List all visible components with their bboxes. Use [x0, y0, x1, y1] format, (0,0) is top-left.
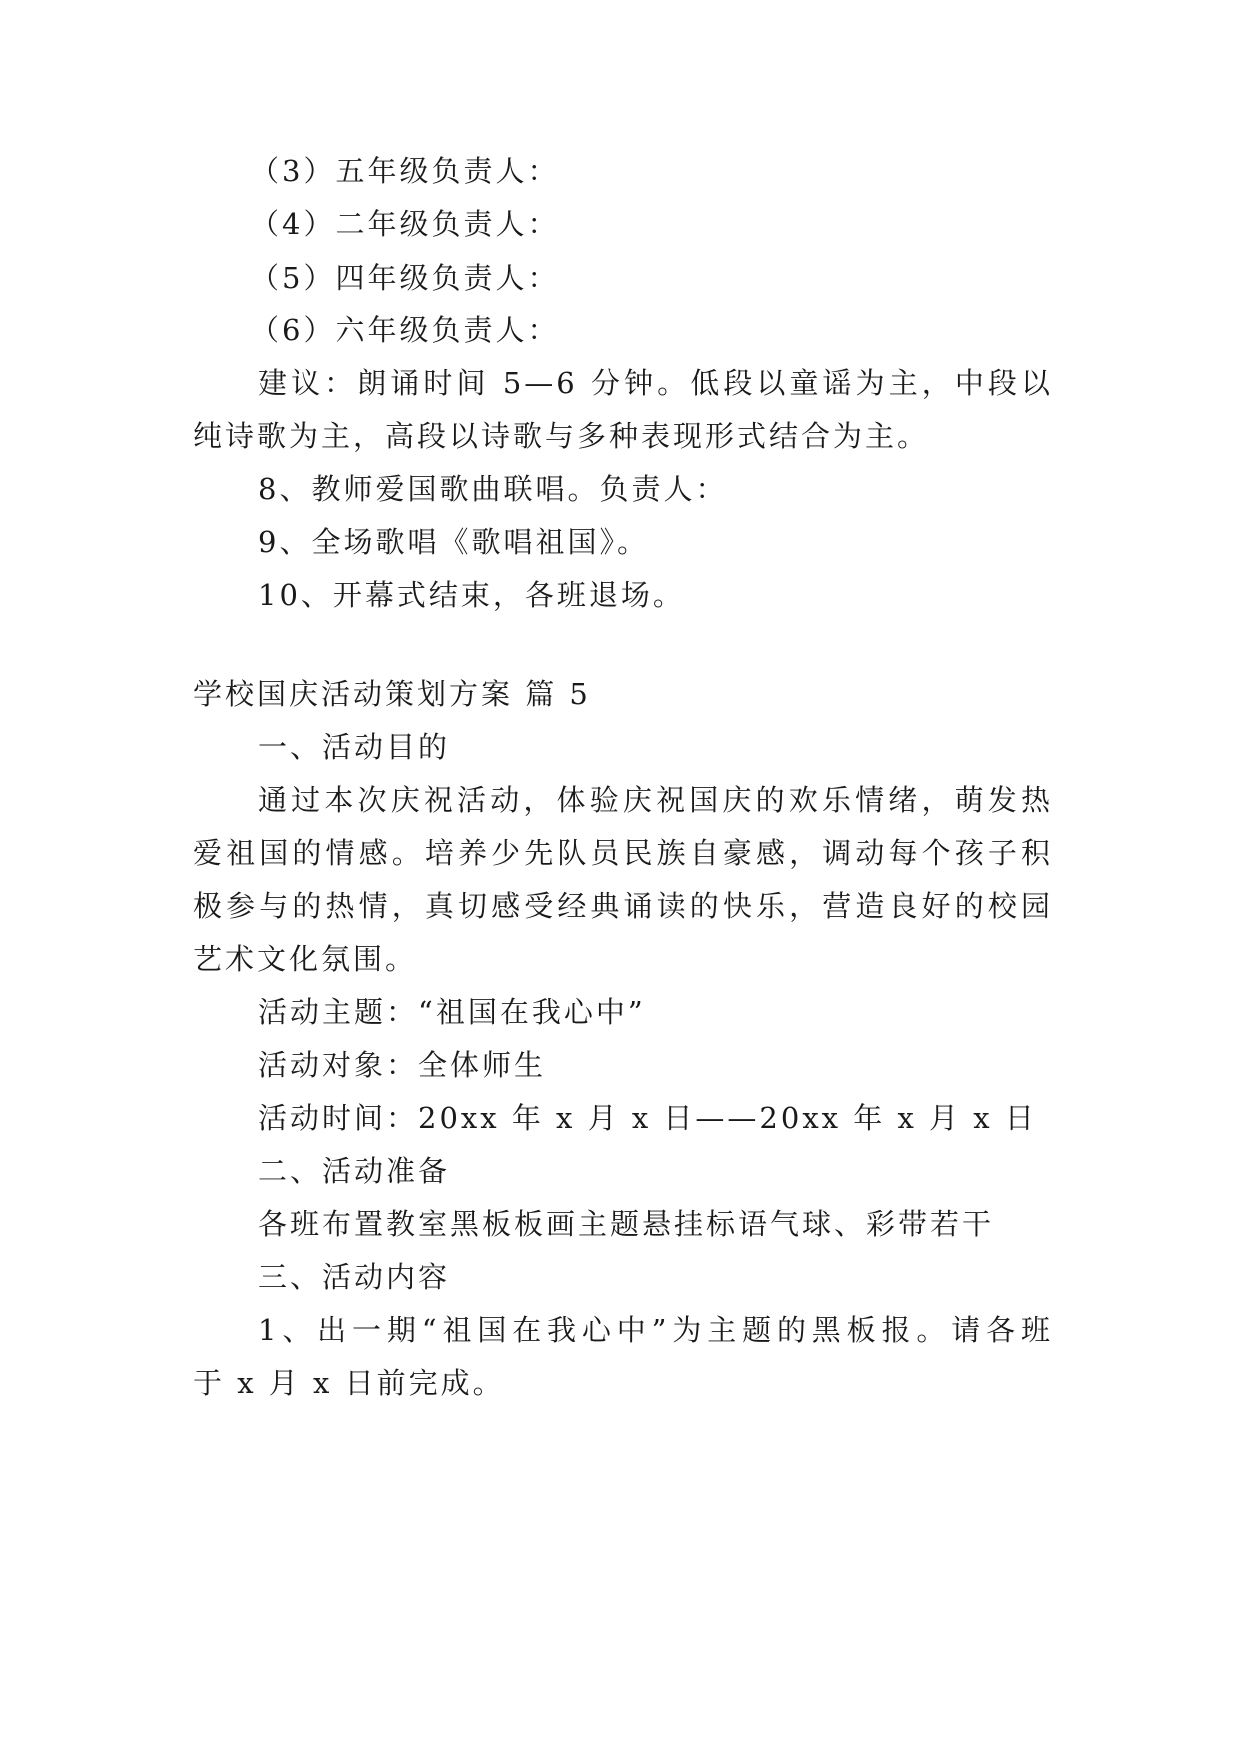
paragraph-line: 爱祖国的情感。培养少先队员民族自豪感，调动每个孩子积: [193, 836, 1053, 870]
list-item: （5）四年级负责人：: [250, 261, 560, 295]
paragraph-line: 艺术文化氛围。: [193, 942, 418, 976]
paragraph-line: 各班布置教室黑板板画主题悬挂标语气球、彩带若干: [258, 1207, 995, 1241]
paragraph-line: 通过本次庆祝活动，体验庆祝国庆的欢乐情绪，萌发热: [258, 783, 1053, 817]
list-item: 9、全场歌唱《歌唱祖国》。: [258, 525, 649, 559]
list-item: 10、开幕式结束，各班退场。: [258, 578, 685, 612]
list-item: 8、教师爱国歌曲联唱。负责人：: [258, 472, 728, 506]
list-item: （4）二年级负责人：: [250, 207, 560, 241]
activity-target: 活动对象：全体师生: [258, 1048, 547, 1082]
section-title: 学校国庆活动策划方案 篇 5: [193, 677, 591, 711]
paragraph-line: 于 x 月 x 日前完成。: [193, 1366, 505, 1400]
activity-theme: 活动主题：“祖国在我心中”: [258, 995, 646, 1029]
section-heading: 二、活动准备: [258, 1154, 451, 1188]
paragraph-line: 1、出一期“祖国在我心中”为主题的黑板报。请各班: [258, 1313, 1053, 1347]
paragraph-line: 纯诗歌为主，高段以诗歌与多种表现形式结合为主。: [193, 419, 930, 453]
section-heading: 三、活动内容: [258, 1260, 451, 1294]
section-heading: 一、活动目的: [258, 730, 451, 764]
list-item: （3）五年级负责人：: [250, 154, 560, 188]
activity-time: 活动时间：20xx 年 x 月 x 日——20xx 年 x 月 x 日: [258, 1101, 1037, 1135]
list-item: （6）六年级负责人：: [250, 313, 560, 347]
paragraph-line: 建议：朗诵时间 5—6 分钟。低段以童谣为主，中段以: [258, 366, 1053, 400]
paragraph-line: 极参与的热情，真切感受经典诵读的快乐，营造良好的校园: [193, 889, 1053, 923]
